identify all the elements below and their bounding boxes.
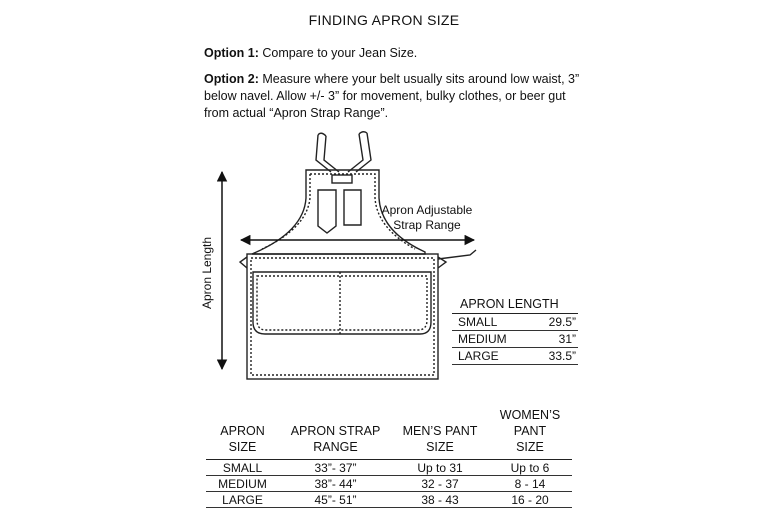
cell-mens: 38 - 43: [392, 492, 488, 508]
header-strap-range: APRON STRAP RANGE: [279, 407, 392, 460]
header-apron-size: APRON SIZE: [206, 407, 279, 460]
neck-straps: [316, 132, 371, 172]
header-mens-pant: MEN’S PANT SIZE: [392, 407, 488, 460]
strap-range-label: Apron Adjustable Strap Range: [381, 203, 473, 232]
option-2-label: Option 2:: [204, 72, 259, 86]
table-row: [452, 331, 578, 348]
cell-strap: 38”- 44”: [279, 476, 392, 492]
table-row: [452, 348, 578, 365]
cell-size: LARGE: [206, 492, 279, 508]
cell-womens: 16 - 20: [488, 492, 572, 508]
length-size: MEDIUM: [452, 331, 524, 348]
apron-length-table: [452, 297, 578, 365]
page-title: FINDING APRON SIZE: [308, 12, 460, 28]
length-value: 31”: [524, 331, 578, 348]
length-value: 33.5”: [524, 348, 578, 365]
cell-mens: 32 - 37: [392, 476, 488, 492]
cell-womens: Up to 6: [488, 460, 572, 476]
table-row: [206, 460, 572, 476]
option-1-text: Compare to your Jean Size.: [262, 46, 418, 60]
apron-skirt: [240, 250, 476, 379]
table-row: [452, 314, 578, 331]
length-size: LARGE: [452, 348, 524, 365]
table-row: [206, 492, 572, 508]
size-table: [206, 407, 572, 508]
apron-length-label: Apron Length: [200, 236, 214, 310]
cell-size: MEDIUM: [206, 476, 279, 492]
cell-strap: 45”- 51”: [279, 492, 392, 508]
apron-length-header: APRON LENGTH: [452, 297, 578, 314]
length-size: SMALL: [452, 314, 524, 331]
length-value: 29.5”: [524, 314, 578, 331]
option-2-text: Measure where your belt usually sits around low waist, 3” below navel. Allow +/- 3” for movement, bulky clothes, or beer gut from actual “Apron Strap Range”.: [204, 72, 580, 120]
table-row: [206, 476, 572, 492]
header-womens-pant: WOMEN’S PANT SIZE: [488, 407, 572, 460]
cell-mens: Up to 31: [392, 460, 488, 476]
cell-size: SMALL: [206, 460, 279, 476]
option-1-label: Option 1:: [204, 46, 259, 60]
cell-womens: 8 - 14: [488, 476, 572, 492]
cell-strap: 33”- 37”: [279, 460, 392, 476]
